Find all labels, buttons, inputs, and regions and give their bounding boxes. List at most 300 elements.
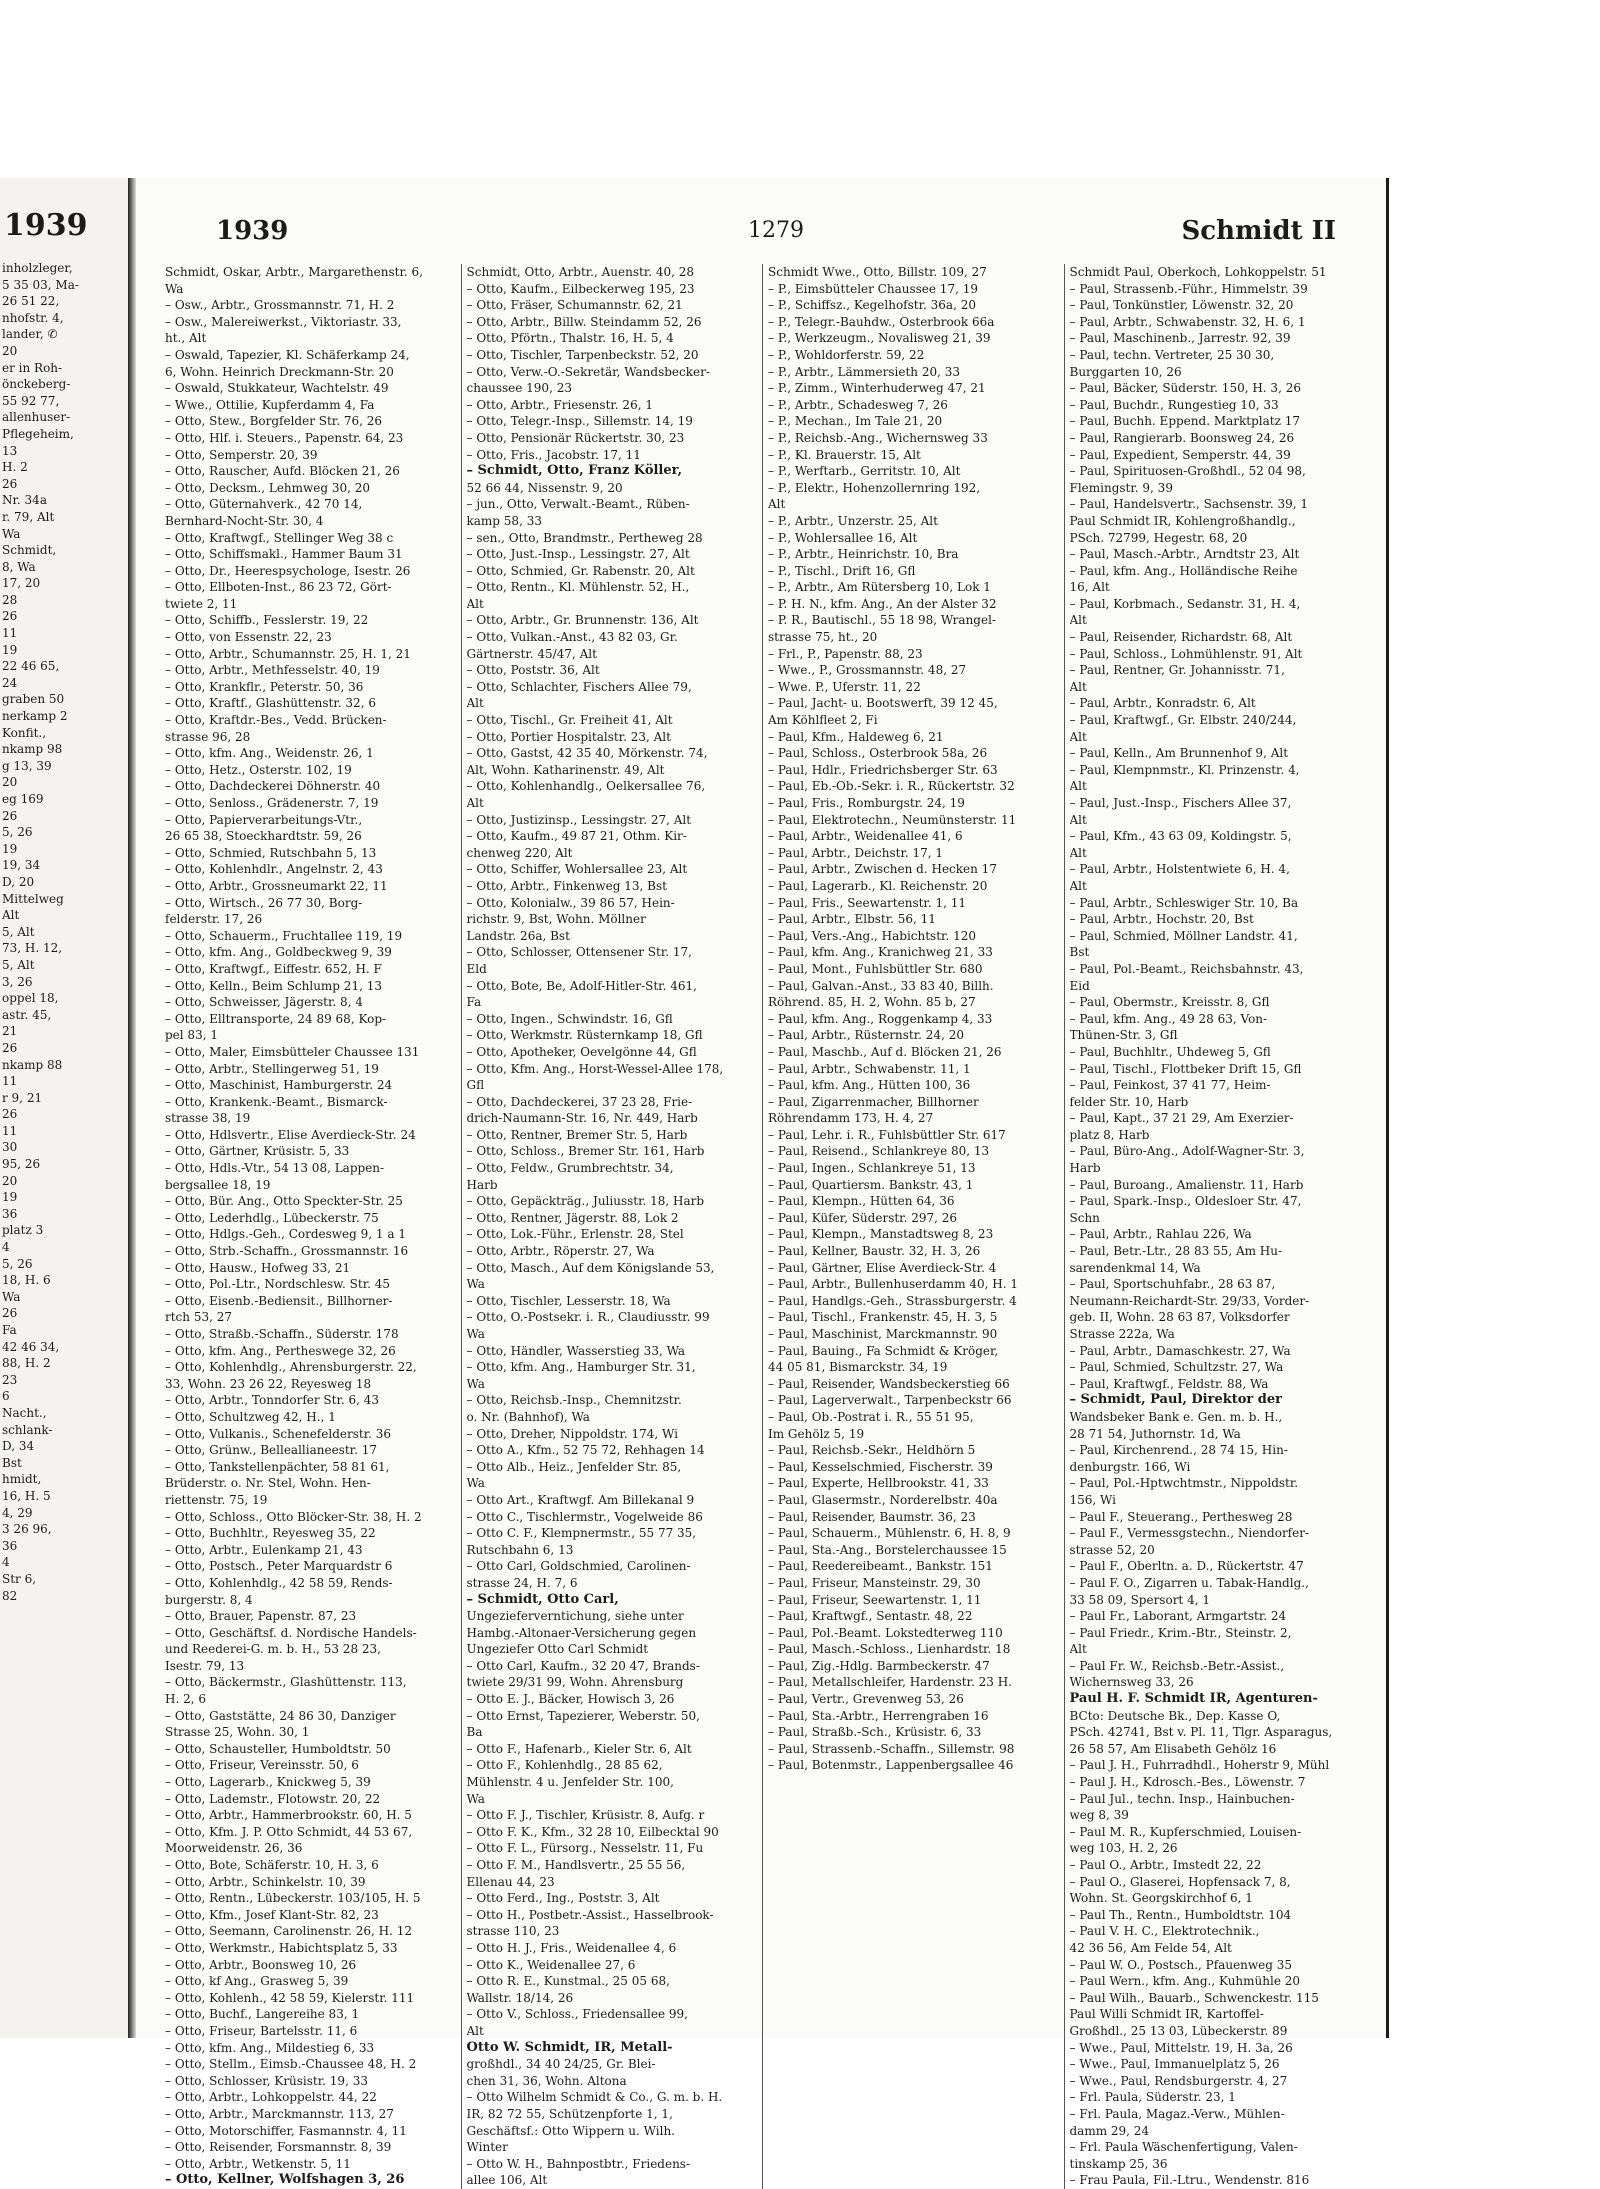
previous-page-line: 28 (2, 592, 18, 607)
previous-page-line: 13 (2, 443, 18, 458)
directory-entry-line: – Otto, Arbtr., Methfesselstr. 40, 19 (165, 663, 380, 678)
directory-entry-line: – Paul, Strassenb.-Führ., Himmelstr. 39 (1069, 281, 1308, 296)
directory-entry-line: – Otto, Kellner, Wolfshagen 3, 26 (165, 2172, 405, 2188)
directory-entry-line: strasse 52, 20 (1069, 1542, 1155, 1557)
directory-entry-line: – Otto, Kohlenhandlg., Oelkersallee 76, (466, 779, 706, 794)
directory-entry-line: – Paul, Experte, Hellbrookstr. 41, 33 (768, 1476, 989, 1491)
directory-entry-line: – Otto, Hdlgs.-Geh., Cordesweg 9, 1 a 1 (165, 1227, 406, 1242)
previous-page-line: 21 (2, 1024, 18, 1039)
directory-entry-line: – Otto, Schweisser, Jägerstr. 8, 4 (165, 995, 363, 1010)
directory-entry-line: Großhdl., 25 13 03, Lübeckerstr. 89 (1069, 2023, 1288, 2038)
directory-entry-line: – Paul, Zigarrenmacher, Billhorner (768, 1094, 979, 1109)
directory-entry-line: Wichernsweg 33, 26 (1069, 1675, 1194, 1690)
directory-entry-line: felderstr. 17, 26 (165, 912, 263, 927)
directory-entry-line: damm 29, 24 (1069, 2123, 1150, 2138)
directory-entry-line: – Paul J. H., Fuhrradhdl., Hoherstr 9, Mühl (1069, 1758, 1330, 1773)
directory-entry-line: – Paul, Rangierarb. Boonsweg 24, 26 (1069, 430, 1295, 445)
directory-entry-line: – Paul, Arbtr., Konradstr. 6, Alt (1069, 696, 1256, 711)
directory-entry-line: – Paul, Buchh. Eppend. Marktplatz 17 (1069, 414, 1300, 429)
directory-entry-line: – Otto, Arbtr., Gr. Brunnenstr. 136, Alt (466, 613, 699, 628)
directory-entry-line: – Paul Fr., Laborant, Armgartstr. 24 (1069, 1609, 1287, 1624)
directory-entry-line: – Paul, Arbtr., Schleswiger Str. 10, Ba (1069, 895, 1299, 910)
directory-entry-line: – Paul, Sta.-Ang., Borstelerchaussee 15 (768, 1542, 1007, 1557)
directory-entry-line: Brüderstr. o. Nr. Stel, Wohn. Hen- (165, 1476, 371, 1491)
directory-entry-line: – Otto, Krankenk.-Beamt., Bismarck- (165, 1094, 388, 1109)
directory-entry-line: – Paul W. O., Postsch., Pfauenweg 35 (1069, 1957, 1293, 1972)
previous-page-line: 5, Alt (2, 924, 35, 939)
directory-entry-line: – Otto, Motorschiffer, Fasmannstr. 4, 11 (165, 2123, 407, 2138)
column-3-entries (768, 264, 1059, 1774)
directory-entry-line: – Paul, Korbmach., Sedanstr. 31, H. 4, (1069, 596, 1301, 611)
volume-text: II (1311, 216, 1336, 246)
directory-entry-line: – Paul, Klempn., Manstadtsweg 8, 23 (768, 1227, 994, 1242)
directory-entry-line: Alt (1069, 729, 1087, 744)
directory-entry-line: – Otto, Dachdeckerei Döhnerstr. 40 (165, 779, 381, 794)
directory-entry-line: – Paul, Fris., Romburgstr. 24, 19 (768, 796, 965, 810)
directory-entry-line: Alt (1069, 845, 1087, 860)
directory-entry-line: tinskamp 25, 36 (1069, 2156, 1168, 2171)
previous-page-line: Konfit., (2, 725, 47, 740)
directory-entry-line: – Paul, Elektrotechn., Neumünsterstr. 11 (768, 812, 1017, 827)
previous-page-line: 26 (2, 609, 18, 624)
directory-entry-line: – Otto, Arbtr., Eulenkamp 21, 43 (165, 1542, 363, 1557)
directory-entry-line: – Otto R. E., Kunstmal., 25 05 68, (466, 1974, 670, 1989)
directory-entry-line: – Otto, Strb.-Schaffn., Grossmannstr. 16 (165, 1244, 409, 1259)
directory-entry-line: – Otto, Justizinsp., Lessingstr. 27, Alt (466, 812, 692, 827)
directory-entry-line: – Oswald, Stukkateur, Wachtelstr. 49 (165, 381, 389, 396)
directory-entry-line: – Paul, Schmied, Schultzstr. 27, Wa (1069, 1360, 1284, 1375)
directory-entry-line: chen 31, 36, Wohn. Altona (466, 2073, 627, 2088)
directory-entry-line: Burggarten 10, 26 (1069, 364, 1182, 379)
directory-entry-line: 156, Wi (1069, 1492, 1116, 1507)
directory-entry-line: – P., Mechan., Im Tale 21, 20 (768, 414, 943, 429)
directory-entry-line: – Paul, Pol.-Beamt. Lokstedterweg 110 (768, 1625, 1003, 1640)
directory-entry-line: – Paul, Kelln., Am Brunnenhof 9, Alt (1069, 746, 1289, 761)
directory-entry-line: – Otto, Arbtr., Wetkenstr. 5, 11 (165, 2156, 351, 2171)
directory-entry-line: – Otto K., Weidenallee 27, 6 (466, 1957, 636, 1972)
previous-page-line: Schmidt, (2, 543, 57, 558)
directory-entry-line: weg 8, 39 (1069, 1808, 1129, 1823)
previous-page-line: 17, 20 (2, 576, 41, 591)
directory-entry-line: – Paul, Kesselschmied, Fischerstr. 39 (768, 1459, 993, 1474)
previous-page-line: Str 6, (2, 1571, 37, 1586)
directory-entry-line: – Paul, Spark.-Insp., Oldesloer Str. 47, (1069, 1194, 1302, 1209)
directory-entry-line: Alt (466, 2023, 484, 2038)
previous-page-line: 3 26 96, (2, 1522, 52, 1537)
directory-entry-line: Schmidt Wwe., Otto, Billstr. 109, 27 (768, 265, 987, 279)
directory-entry-line: – P., Telegr.-Bauhdw., Osterbrook 66a (768, 314, 995, 329)
directory-entry-line: – Paul, Masch.-Arbtr., Arndtstr 23, Alt (1069, 547, 1300, 562)
directory-entry-line: – Paul, Vertr., Grevenweg 53, 26 (768, 1692, 964, 1707)
previous-page-line: 36 (2, 1206, 18, 1221)
directory-entry-line: – P. R., Bautischl., 55 18 98, Wrangel- (768, 613, 996, 628)
directory-entry-line: – Otto, kfm. Ang., Weidenstr. 26, 1 (165, 746, 374, 761)
directory-entry-line: – P., Elektr., Hohenzollernring 192, (768, 480, 981, 495)
directory-entry-line: – Paul, Mont., Fuhlsbüttler Str. 680 (768, 961, 983, 976)
directory-entry-line: – Paul F. O., Zigarren u. Tabak-Handlg., (1069, 1575, 1309, 1590)
directory-entry-line: – Otto, Schiffsmakl., Hammer Baum 31 (165, 547, 403, 562)
directory-entry-line: – Paul, kfm. Ang., 49 28 63, Von- (1069, 1011, 1268, 1026)
directory-entry-line: 6, Wohn. Heinrich Dreckmann-Str. 20 (165, 364, 394, 379)
directory-entry-line: – Paul Jul., techn. Insp., Hainbuchen- (1069, 1791, 1295, 1806)
directory-entry-line: – Paul, Vers.-Ang., Habichtstr. 120 (768, 928, 976, 943)
previous-page-line: 73, H. 12, (2, 941, 63, 956)
directory-entry-line: – Otto F. J., Tischler, Krüsistr. 8, Aufg. r (466, 1808, 705, 1823)
directory-entry-line: – Paul, Maschinist, Marckmannstr. 90 (768, 1327, 998, 1341)
directory-entry-line: – Paul, Büro-Ang., Adolf-Wagner-Str. 3, (1069, 1144, 1305, 1159)
directory-entry-line: – Paul, kfm. Ang., Kranichweg 21, 33 (768, 945, 993, 960)
previous-page-year: 1939 (4, 208, 88, 243)
directory-entry-line: – P., Eimsbütteler Chaussee 17, 19 (768, 281, 978, 296)
directory-entry-line: – Otto, kfm. Ang., Goldbeckweg 9, 39 (165, 945, 392, 960)
directory-entry-line: Alt (1069, 878, 1087, 893)
directory-entry-line: – Paul, techn. Vertreter, 25 30 30, (1069, 347, 1275, 362)
directory-entry-line: – Otto, O.-Postsekr. i. R., Claudiusstr. 99 (466, 1310, 710, 1325)
directory-entry-line: – Otto, Gaststätte, 24 86 30, Danziger (165, 1708, 396, 1723)
directory-entry-line: – Paul, Buroang., Amalienstr. 11, Harb (1069, 1177, 1304, 1192)
directory-entry-line: – Otto Art., Kraftwgf. Am Billekanal 9 (466, 1492, 695, 1507)
directory-entry-line: Strasse 222a, Wa (1069, 1327, 1175, 1341)
directory-entry-line: – Otto, Händler, Wasserstieg 33, Wa (466, 1343, 686, 1358)
previous-page-line: 26 (2, 1306, 18, 1321)
directory-entry-line: großhdl., 34 40 24/25, Gr. Blei- (466, 2057, 656, 2072)
directory-entry-line: – Paul Wilh., Bauarb., Schwenckestr. 115 (1069, 1990, 1319, 2005)
directory-entry-line: Wallstr. 18/14, 26 (466, 1990, 574, 2005)
directory-entry-line: – Paul, Küfer, Süderstr. 297, 26 (768, 1210, 958, 1225)
directory-entry-line: – Otto, Kraftf., Glashüttenstr. 32, 6 (165, 696, 376, 711)
directory-entry-line: – Paul V. H. C., Elektrotechnik., (1069, 1924, 1260, 1939)
directory-entry-line: allee 106, Alt (466, 2173, 548, 2188)
directory-entry-line: – Paul, Arbtr., Elbstr. 56, 11 (768, 912, 936, 927)
previous-page-line: Alt (2, 908, 20, 923)
previous-page-line: 5 35 03, Ma- (2, 277, 79, 292)
directory-entry-line: – Paul, Arbtr., Holstentwiete 6, H. 4, (1069, 862, 1290, 877)
directory-entry-line: – Otto, Reichsb.-Insp., Chemnitzstr. (466, 1393, 682, 1408)
directory-entry-line: Geschäftsf.: Otto Wippern u. Wilh. (466, 2123, 675, 2138)
directory-entry-line: – Otto, Arbtr., Stellingerweg 51, 19 (165, 1061, 379, 1076)
directory-entry-line: – Otto, Lok.-Führ., Erlenstr. 28, Stel (466, 1227, 684, 1242)
directory-entry-line: – Otto, Tankstellenpächter, 58 81 61, (165, 1459, 390, 1474)
previous-page-line: 20 (2, 775, 18, 790)
previous-page-line: 42 46 34, (2, 1339, 60, 1354)
directory-entry-line: – Paul, Reisender, Richardstr. 68, Alt (1069, 630, 1293, 645)
directory-entry-line: – Otto, Hdlsvertr., Elise Averdieck-Str. 24 (165, 1127, 416, 1142)
previous-page-line: 82 (2, 1588, 18, 1603)
directory-entry-line: Ungezieferverntichung, siehe unter (466, 1609, 684, 1624)
directory-entry-line: – P., Werkzeugm., Novalisweg 21, 39 (768, 331, 991, 346)
directory-entry-line: Im Gehölz 5, 19 (768, 1426, 865, 1441)
directory-entry-line: Alt (1069, 779, 1087, 794)
directory-entry-line: – P. H. N., kfm. Ang., An der Alster 32 (768, 596, 997, 611)
directory-entry-line: Ungeziefer Otto Carl Schmidt (466, 1642, 649, 1657)
directory-entry-line: 26 58 57, Am Elisabeth Gehölz 16 (1069, 1741, 1277, 1756)
directory-entry-line: – Otto, Fris., Jacobstr. 17, 11 (466, 447, 641, 462)
directory-entry-line: – Oswald, Tapezier, Kl. Schäferkamp 24, (165, 347, 410, 362)
directory-entry-line: Ba (466, 1725, 483, 1740)
directory-entry-line: – Otto, Arbtr., Schinkelstr. 10, 39 (165, 1874, 366, 1889)
previous-page-line: r 9, 21 (2, 1090, 43, 1105)
directory-entry-line: – Wwe., Paul, Immanuelplatz 5, 26 (1069, 2057, 1280, 2072)
directory-entry-line: – Otto H. J., Fris., Weidenallee 4, 6 (466, 1940, 677, 1955)
directory-entry-line: – Otto C. F., Klempnermstr., 55 77 35, (466, 1526, 697, 1541)
directory-entry-line: 44 05 81, Bismarckstr. 34, 19 (768, 1360, 948, 1375)
directory-entry-line: – Otto, Schlosser, Ottensener Str. 17, (466, 945, 692, 960)
previous-page-line: 11 (2, 626, 18, 641)
directory-entry-line: – Paul, Friseur, Mansteinstr. 29, 30 (768, 1575, 981, 1590)
directory-entry-line: 33, Wohn. 23 26 22, Reyesweg 18 (165, 1376, 372, 1391)
directory-entry-line: – P., Wohlersallee 16, Alt (768, 530, 918, 545)
directory-entry-line: Neumann-Reichardt-Str. 29/33, Vorder- (1069, 1293, 1310, 1308)
directory-entry-line: – Paul, Reisend., Schlankreye 80, 13 (768, 1144, 990, 1159)
directory-entry-line: – Otto, Lederhdlg., Lübeckerstr. 75 (165, 1210, 379, 1225)
previous-page-line: lander, ✆ (2, 327, 58, 342)
directory-entry-line: – Otto, Tischl., Gr. Freiheit 41, Alt (466, 713, 673, 728)
directory-entry-line: – Paul, Arbtr., Hochstr. 20, Bst (1069, 912, 1254, 927)
directory-entry-line: – Schmidt, Otto, Franz Köller, (466, 463, 683, 479)
directory-entry-line: – Wwe., Paul, Mittelstr. 19, H. 3a, 26 (1069, 2040, 1293, 2055)
directory-entry-line: – Paul, Kraftwgf., Sentastr. 48, 22 (768, 1609, 973, 1624)
previous-page-line: 4, 29 (2, 1505, 33, 1520)
column-4 (1065, 264, 1367, 2189)
directory-entry-line: Fa (466, 995, 482, 1010)
directory-entry-line: – Wwe., P., Grossmannstr. 48, 27 (768, 663, 967, 678)
directory-entry-line: Isestr. 79, 13 (165, 1658, 245, 1673)
directory-entry-line: – P., Arbtr., Lämmersieth 20, 33 (768, 364, 961, 379)
previous-page-line: 26 (2, 808, 18, 823)
directory-entry-line: Wa (466, 1476, 485, 1491)
directory-entry-line: – Paul, Bauing., Fa Schmidt & Kröger, (768, 1343, 999, 1358)
directory-entry-line: – Otto, Krankflr., Peterstr. 50, 36 (165, 679, 364, 694)
directory-entry-line: – Otto W. H., Bahnpostbtr., Friedens- (466, 2156, 691, 2171)
directory-entry-line: PSch. 42741, Bst v. Pl. 11, Tlgr. Asparagus, (1069, 1725, 1333, 1740)
directory-entry-line: – Otto, Kraftwgf., Eiffestr. 652, H. F (165, 961, 382, 976)
directory-entry-line: Schmidt Paul, Oberkoch, Lohkoppelstr. 51 (1069, 265, 1327, 279)
previous-page-line: 5, 26 (2, 825, 33, 840)
directory-entry-line: geb. II, Wohn. 28 63 87, Volksdorfer (1069, 1310, 1290, 1325)
directory-entry-line: – Otto, Gastst, 42 35 40, Mörkenstr. 74, (466, 746, 708, 761)
directory-entry-line: 16, Alt (1069, 580, 1110, 595)
directory-entry-line: – Paul O., Arbtr., Imstedt 22, 22 (1069, 1858, 1262, 1872)
directory-entry-line: weg 103, H. 2, 26 (1069, 1841, 1178, 1856)
directory-entry-line: – Paul, Arbtr., Schwabenstr. 11, 1 (768, 1061, 971, 1076)
directory-entry-line: Wa (165, 281, 184, 296)
directory-entry-line: – Otto, Vulkanis., Schenefelderstr. 36 (165, 1426, 392, 1441)
directory-entry-line: – Otto, Reisender, Forsmannstr. 8, 39 (165, 2140, 392, 2155)
previous-page-line: 4 (2, 1240, 10, 1255)
directory-entry-line: Gfl (466, 1078, 485, 1093)
directory-entry-line: – Otto, von Essenstr. 22, 23 (165, 630, 332, 645)
directory-entry-line: – Otto, Senloss., Grädenerstr. 7, 19 (165, 796, 379, 810)
directory-entry-line: o. Nr. (Bahnhof), Wa (466, 1409, 590, 1424)
directory-entry-line: H. 2, 6 (165, 1692, 206, 1707)
directory-entry-line: – Otto, Buchf., Langereihe 83, 1 (165, 2007, 360, 2022)
directory-entry-line: – Otto, Tischler, Tarpenbeckstr. 52, 20 (466, 347, 699, 362)
directory-entry-line: – Paul Fr. W., Reichsb.-Betr.-Assist., (1069, 1658, 1285, 1673)
directory-entry-line: – Paul, Arbtr., Bullenhuserdamm 40, H. 1 (768, 1277, 1019, 1292)
directory-entry-line: – Paul, Lagerarb., Kl. Reichenstr. 20 (768, 878, 988, 893)
directory-entry-line: – Frau Paula, Fil.-Ltru., Wendenstr. 816 (1069, 2173, 1310, 2188)
directory-entry-line: – Otto V., Schloss., Friedensallee 99, (466, 2007, 688, 2022)
directory-entry-line: – Osw., Arbtr., Grossmannstr. 71, H. 2 (165, 298, 395, 313)
directory-entry-line: – Paul, Arbtr., Rahlau 226, Wa (1069, 1227, 1252, 1242)
previous-page-line: 19 (2, 642, 18, 657)
directory-entry-line: Eld (466, 961, 487, 976)
previous-page-line: 19 (2, 841, 18, 856)
directory-entry-line: Alt (466, 796, 484, 810)
directory-entry-line: Strasse 25, Wohn. 30, 1 (165, 1725, 310, 1740)
previous-page-line: Fa (2, 1323, 17, 1337)
directory-entry-line: – Otto, Tischler, Lesserstr. 18, Wa (466, 1293, 671, 1308)
previous-page-line: 8, Wa (2, 559, 36, 574)
directory-entry-line: – Paul, Gärtner, Elise Averdieck-Str. 4 (768, 1260, 997, 1275)
directory-entry-line: – Otto, Maler, Eimsbütteler Chaussee 131 (165, 1044, 420, 1059)
directory-entry-line: Schn (1069, 1210, 1100, 1225)
directory-entry-line: – Otto, Rauscher, Aufd. Blöcken 21, 26 (165, 464, 400, 479)
directory-entry-line: – Otto, kfm. Ang., Hamburger Str. 31, (466, 1360, 696, 1375)
directory-entry-line: rtch 53, 27 (165, 1310, 232, 1325)
directory-entry-line: Harb (466, 1177, 498, 1192)
previous-page-line: 5, Alt (2, 957, 35, 972)
directory-entry-line: – Paul, Galvan.-Anst., 33 83 40, Billh. (768, 978, 994, 993)
directory-entry-line: – Otto, Apotheker, Oevelgönne 44, Gfl (466, 1044, 697, 1059)
directory-entry-line: – Paul, Kfm., Haldeweg 6, 21 (768, 729, 944, 744)
directory-entry-line: – P., Reichsb.-Ang., Wichernsweg 33 (768, 430, 988, 445)
directory-entry-line: und Reederei-G. m. b. H., 53 28 23, (165, 1642, 381, 1657)
directory-entry-line: Hambg.-Altonaer-Versicherung gegen (466, 1625, 697, 1640)
previous-page-line: 18, H. 6 (2, 1273, 51, 1288)
directory-entry-line: – Otto, Kolonialw., 39 86 57, Hein- (466, 895, 675, 910)
directory-entry-line: – Otto, Hetz., Osterstr. 102, 19 (165, 762, 352, 777)
directory-entry-line: – Paul, Reisender, Baumstr. 36, 23 (768, 1509, 976, 1524)
directory-entry-line: strasse 96, 28 (165, 729, 251, 744)
directory-entry-line: Alt (1069, 613, 1087, 628)
directory-entry-line: Wohn. St. Georgskirchhof 6, 1 (1069, 1891, 1253, 1906)
directory-entry-line: Eid (1069, 978, 1090, 993)
directory-entry-line: Paul Schmidt IR, Kohlengroßhandlg., (1069, 513, 1296, 528)
directory-entry-line: – Otto, Brauer, Papenstr. 87, 23 (165, 1609, 357, 1624)
previous-page-line: D, 20 (2, 874, 35, 889)
directory-entry-line: – Otto Carl, Kaufm., 32 20 47, Brands- (466, 1658, 700, 1673)
directory-entry-line: – Paul Friedr., Krim.-Btr., Steinstr. 2, (1069, 1625, 1292, 1640)
directory-entry-line: Röhrendamm 173, H. 4, 27 (768, 1111, 934, 1126)
directory-page (136, 178, 1389, 2188)
directory-entry-line: – Paul, Lagerverwalt., Tarpenbeckstr 66 (768, 1393, 1012, 1408)
directory-entry-line: – Paul, Buchdr., Rungestieg 10, 33 (1069, 397, 1279, 412)
directory-entry-line: – Otto, Ellboten-Inst., 86 23 72, Gört- (165, 580, 392, 595)
directory-entry-line: Ellenau 44, 23 (466, 1874, 555, 1889)
directory-entry-line: burgerstr. 8, 4 (165, 1592, 253, 1607)
directory-entry-line: – Otto Carl, Goldschmied, Carolinen- (466, 1559, 691, 1574)
directory-entry-line: – Otto, Schmied, Gr. Rabenstr. 20, Alt (466, 563, 695, 578)
directory-entry-line: – Otto, Werkmstr. Rüsternkamp 18, Gfl (466, 1028, 703, 1043)
directory-entry-line: – Paul, Pol.-Beamt., Reichsbahnstr. 43, (1069, 961, 1304, 976)
directory-entry-line: – Otto, Postsch., Peter Marquardstr 6 (165, 1559, 393, 1574)
directory-entry-line: – Otto, Rentner, Bremer Str. 5, Harb (466, 1127, 688, 1142)
directory-entry-line: – Paul, Ob.-Postrat i. R., 55 51 95, (768, 1409, 974, 1424)
directory-entry-line: – Otto, Bote, Be, Adolf-Hitler-Str. 461, (466, 978, 697, 993)
directory-entry-line: – Otto, Güternahverk., 42 70 14, (165, 497, 363, 512)
directory-entry-line: Alt (466, 696, 484, 711)
previous-page-line: 24 (2, 675, 18, 690)
directory-entry-line: – Otto, Dr., Heerespsychologe, Isestr. 26 (165, 563, 411, 578)
directory-entry-line: – Otto, Decksm., Lehmweg 30, 20 (165, 480, 371, 495)
directory-entry-line: – Paul, Zig.-Hdlg. Barmbeckerstr. 47 (768, 1658, 990, 1673)
directory-entry-line: – Paul, Schloss., Osterbrook 58a, 26 (768, 746, 988, 761)
directory-entry-line: riettenstr. 75, 19 (165, 1492, 268, 1507)
directory-entry-line: – Otto, Hlf. i. Steuers., Papenstr. 64, 23 (165, 430, 404, 445)
directory-entry-line: – Paul, Arbtr., Deichstr. 17, 1 (768, 845, 944, 860)
directory-entry-line: – Paul, Quartiersm. Bankstr. 43, 1 (768, 1177, 974, 1192)
directory-entry-line: PSch. 72799, Hegestr. 68, 20 (1069, 530, 1248, 545)
previous-page-line: D, 34 (2, 1439, 35, 1454)
previous-page-line: nkamp 98 (2, 742, 63, 757)
directory-entry-line: – Otto, Arbtr., Lohkoppelstr. 44, 22 (165, 2090, 377, 2105)
page-year: 1939 (216, 216, 289, 246)
directory-entry-line: strasse 24, H. 7, 6 (466, 1575, 578, 1590)
directory-entry-line: – Otto, Stew., Borgfelder Str. 76, 26 (165, 414, 383, 429)
directory-entry-line: – Otto, Bote, Schäferstr. 10, H. 3, 6 (165, 1858, 379, 1872)
directory-entry-line: – Paul, Handlgs.-Geh., Strassburgerstr. 4 (768, 1293, 1017, 1308)
directory-entry-line: – Paul, Masch.-Schloss., Lienhardstr. 18 (768, 1642, 1011, 1657)
directory-entry-line: – Paul, Kraftwgf., Feldstr. 88, Wa (1069, 1376, 1269, 1391)
previous-page-line: Nr. 34a (2, 493, 47, 508)
directory-entry-line: – Paul M. R., Kupferschmied, Louisen- (1069, 1824, 1302, 1839)
previous-page-line: g 13, 39 (2, 758, 52, 773)
directory-entry-line: – Otto, Hausw., Hofweg 33, 21 (165, 1260, 351, 1275)
directory-entry-line: – Otto, Pensionär Rückertstr. 30, 23 (466, 430, 685, 445)
directory-entry-line: Wa (466, 1277, 485, 1292)
previous-page-line: 3, 26 (2, 974, 33, 989)
directory-entry-line: – Otto, Geschäftsf. d. Nordische Handels- (165, 1625, 417, 1640)
directory-entry-line: – Otto, Kraftdr.-Bes., Vedd. Brücken- (165, 713, 387, 728)
directory-entry-line: – Otto, Arbtr., Schumannstr. 25, H. 1, 21 (165, 646, 411, 661)
directory-entry-line: – Paul, Handelsvertr., Sachsenstr. 39, 1 (1069, 497, 1308, 512)
directory-entry-line: Alt (1069, 1642, 1087, 1657)
directory-entry-line: – Otto, Dachdeckerei, 37 23 28, Frie- (466, 1094, 693, 1109)
directory-entry-line: – Otto, Schmied, Rutschbahn 5, 13 (165, 845, 377, 860)
previous-page-line: önckeberg- (2, 377, 71, 392)
directory-entry-line: Röhrend. 85, H. 2, Wohn. 85 b, 27 (768, 995, 976, 1010)
directory-entry-line: – Otto, Kfm. J. P. Otto Schmidt, 44 53 67, (165, 1824, 413, 1839)
directory-entry-line: – Paul, kfm. Ang., Hütten 100, 36 (768, 1078, 971, 1093)
directory-entry-line: – Otto H., Postbetr.-Assist., Hasselbrook- (466, 1907, 714, 1922)
directory-entry-line: – Otto, Fräser, Schumannstr. 62, 21 (466, 298, 683, 313)
directory-entry-line: – Otto F., Kohlenhdlg., 28 85 62, (466, 1758, 663, 1773)
directory-entry-line: – Frl., P., Papenstr. 88, 23 (768, 646, 923, 661)
previous-page-line: graben 50 (2, 692, 65, 707)
directory-entry-line: – Paul, Maschb., Auf d. Blöcken 21, 26 (768, 1044, 1002, 1059)
directory-entry-line: – Paul, Jacht- u. Bootswerft, 39 12 45, (768, 696, 998, 711)
directory-entry-line: – Paul F., Vermessgstechn., Niendorfer- (1069, 1526, 1310, 1541)
directory-entry-line: – Paul, Maschinenb., Jarrestr. 92, 39 (1069, 331, 1291, 346)
previous-page-line: 26 (2, 476, 18, 491)
directory-entry-line: Paul Willi Schmidt IR, Kartoffel- (1069, 2007, 1264, 2022)
directory-entry-line: – Otto, Arbtr., Boonsweg 10, 26 (165, 1957, 357, 1972)
previous-page-line: 95, 26 (2, 1157, 41, 1172)
directory-entry-line: – Paul, kfm. Ang., Holländische Reihe (1069, 563, 1298, 578)
directory-entry-line: – Otto, Eisenb.-Bediensit., Billhorner- (165, 1293, 393, 1308)
previous-page-line: oppel 18, (2, 991, 59, 1006)
previous-page-lines (2, 260, 126, 1604)
directory-entry-line: – Otto, Arbtr., Grossneumarkt 22, 11 (165, 878, 388, 893)
directory-entry-line: – Paul, Bäcker, Süderstr. 150, H. 3, 26 (1069, 381, 1301, 396)
directory-entry-line: – Otto, Schiffb., Fesslerstr. 19, 22 (165, 613, 369, 628)
column-1 (160, 264, 462, 2189)
directory-entry-line: Alt (1069, 679, 1087, 694)
directory-entry-line: Paul H. F. Schmidt IR, Agenturen- (1069, 1691, 1318, 1707)
directory-entry-line: – Paul, Obermstr., Kreisstr. 8, Gfl (1069, 995, 1270, 1010)
directory-entry-line: – Paul, Reisender, Wandsbeckerstieg 66 (768, 1376, 1010, 1391)
